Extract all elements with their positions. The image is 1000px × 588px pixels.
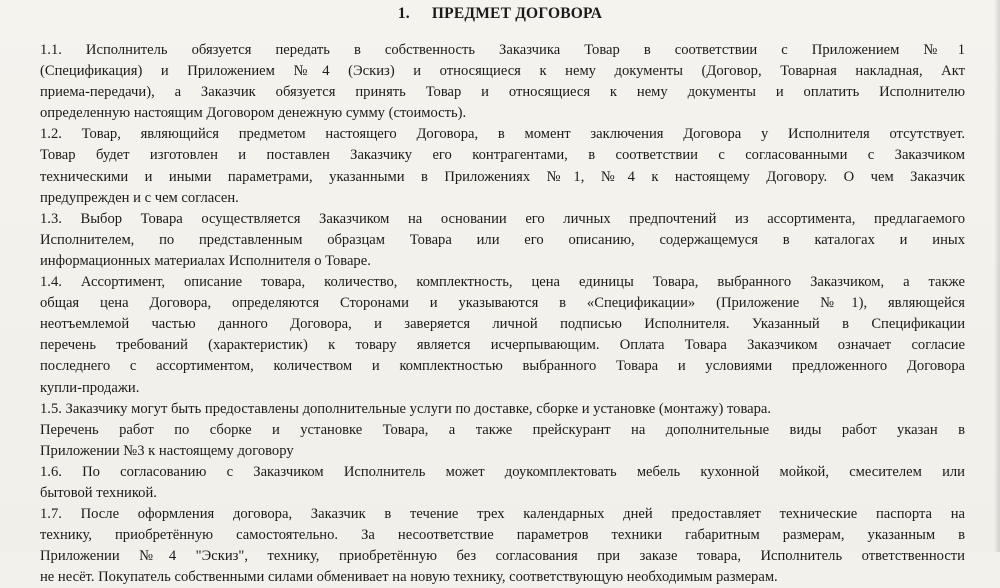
text-line: технику, приобретённую самостоятельно. За несоответствие параметров техники габаритным размерам, указанным в [40, 527, 965, 544]
text-line: (Спецификация) и Приложением №4 (Эскиз) и относящиеся к нему документы (Договор, Товарная накладная, Акт [40, 63, 965, 80]
clause-1-2 [40, 124, 965, 208]
text-line: Исполнителем, по представленным образцам Товара или его описанию, содержащемуся в каталогах и иных [40, 231, 965, 248]
text-line: купли-продажи. [40, 379, 140, 396]
document-body [40, 40, 965, 588]
text-line: 1.1. Исполнитель обязуется передать в собственность Заказчика Товар в соответствии с Приложением №1 [40, 42, 965, 58]
clause-1-7 [40, 504, 965, 588]
text-line: 1.6. По согласованию с Заказчиком Исполнитель может доукомплектовать мебель кухонной мойкой, смесителем или [40, 463, 965, 480]
section-number: 1. [397, 5, 410, 22]
text-line: неотъемлемой частью данного Договора, и заверяется личной подписью Исполнителя. Указанный в Спецификации [40, 316, 965, 333]
text-line: общая цена Договора, определяются Сторонами и указываются в «Спецификации» (Приложение №1), являющейся [40, 295, 965, 312]
text-line: перечень требований (характеристик) к товару является исчерпывающим. Оплата Товара Заказчиком означает согласие [40, 337, 965, 354]
clause-1-1 [40, 40, 965, 124]
scan-edge-shadow [994, 0, 1000, 552]
text-line: последнего с ассортиментом, количеством и комплектностью выбранного Товара и условиями предложенного Договора [40, 358, 965, 375]
text-line: бытовой техникой. [40, 484, 157, 501]
text-line: Товар будет изготовлен и поставлен Заказчику его контрагентами, в соответствии с согласованными с Заказчиком [40, 147, 965, 164]
text-line: Приложении №4 "Эскиз", технику, приобретённую без согласования при заказе товара, Исполнитель ответственности [40, 548, 965, 565]
text-line: 1.7. После оформления договора, Заказчик в течение трех календарных дней предоставляет технические паспорта на [40, 506, 965, 523]
text-line: 1.3. Выбор Товара осуществляется Заказчиком на основании его личных предпочтений из ассортимента, предлагаемого [40, 210, 965, 227]
section-heading [0, 5, 1000, 23]
text-line: приема-передачи), а Заказчик обязуется принять Товар и относящиеся к нему документы и оплатить Исполнителю [40, 84, 965, 101]
clause-1-5 [40, 399, 965, 462]
text-line: 1.5. Заказчику могут быть предоставлены дополнительные услуги по доставке, сборке и установке (монтажу) товара. [40, 400, 772, 417]
text-line: определенную настоящим Договором денежную сумму (стоимость). [40, 105, 467, 122]
text-line: 1.2. Товар, являющийся предметом настоящего Договора, в момент заключения Договора у Исполнителя отсутствует. [40, 126, 965, 143]
clause-1-6 [40, 462, 965, 504]
clause-1-3 [40, 209, 965, 272]
text-line: предупрежден и с чем согласен. [40, 189, 239, 206]
section-title: ПРЕДМЕТ ДОГОВОРА [431, 5, 603, 22]
text-line: 1.4. Ассортимент, описание товара, количество, комплектность, цена единицы Товара, выбранного Заказчиком, а также [40, 274, 965, 291]
text-line: не несёт. Покупатель собственными силами обменивает на новую технику, соответствующую необходимым размерам. [40, 569, 778, 586]
text-line: информационных материалах Исполнителя о Товаре. [40, 252, 371, 269]
clause-1-4 [40, 272, 965, 399]
text-line: техническими и иными параметрами, указанными в Приложениях №1, №4 к настоящему Договору. О чем Заказчик [40, 168, 965, 185]
text-line: Приложении №3 к настоящему договору [40, 442, 294, 459]
text-line: Перечень работ по сборке и установке Товара, а также прейскурант на дополнительные виды работ указан в [40, 421, 965, 438]
